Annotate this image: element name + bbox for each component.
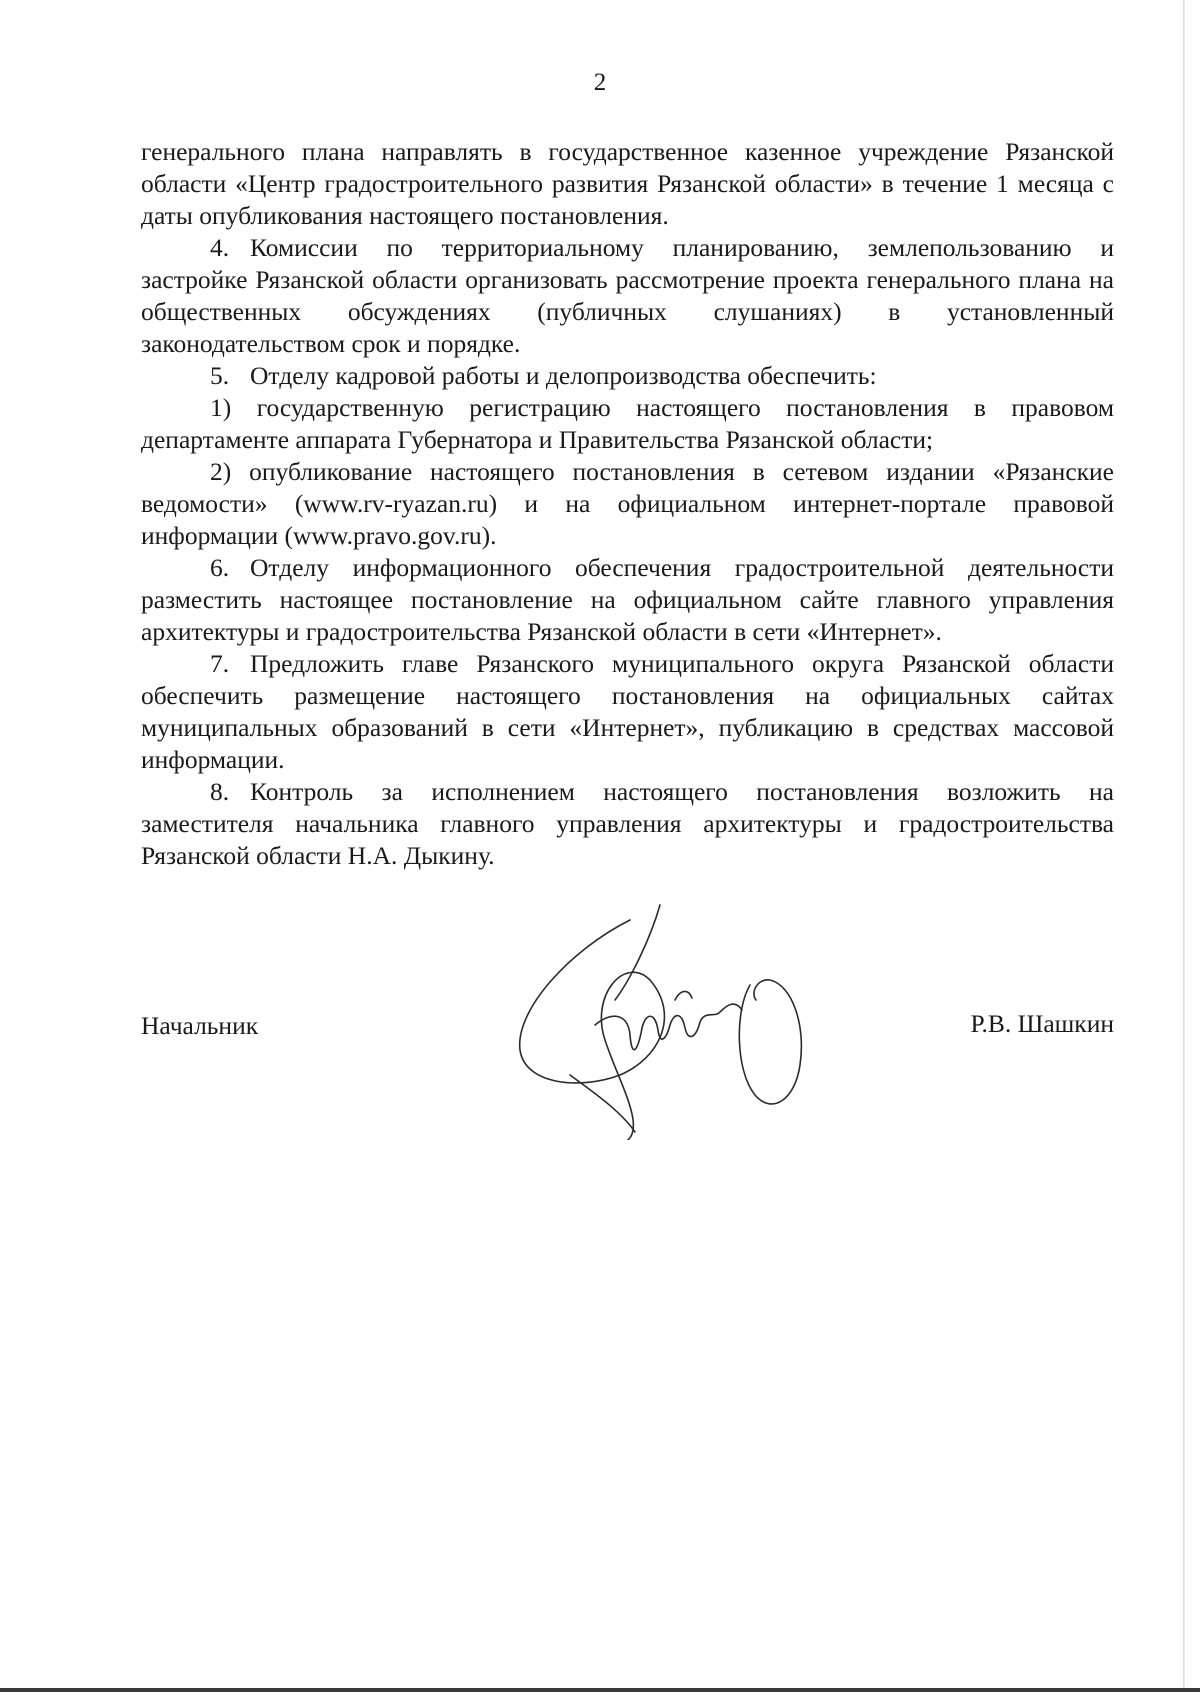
paragraph-item-8 bbox=[141, 776, 1114, 872]
paragraph-text: Контроль за исполнением настоящего постановления возложить на заместителя начальника главного управления архитектуры и градостроительства Рязанской области Н.А. Дыкину. bbox=[141, 777, 1114, 870]
signatory-name: Р.В. Шашкин bbox=[970, 1009, 1114, 1038]
paragraph-number: 7. bbox=[210, 649, 230, 678]
paragraph-text: Отделу информационного обеспечения градостроительной деятельности разместить настоящее постановление на официальном сайте главного управления архитектуры и градостроительства Рязанской области в сети «Интернет». bbox=[141, 553, 1114, 646]
paragraph-number: 4. bbox=[210, 233, 230, 262]
paragraph-text: 1) государственную регистрацию настоящего постановления в правовом департаменте аппарата Губернатора и Правительства Рязанской области; bbox=[141, 393, 1114, 454]
paragraph-number: 6. bbox=[210, 553, 230, 582]
paragraph-subitem-2 bbox=[141, 456, 1114, 552]
paragraph-text: 2) опубликование настоящего постановления в сетевом издании «Рязанские ведомости» (www.rv-ryazan.ru) и на официальном интернет-портале правовой информации (www.pravo.gov.ru). bbox=[141, 457, 1114, 550]
paragraph-text: Отделу кадровой работы и делопроизводства обеспечить: bbox=[250, 361, 877, 390]
page-number: 2 bbox=[593, 69, 607, 96]
paragraph-number: 5. bbox=[210, 361, 230, 390]
scan-page-edge-bottom bbox=[0, 1688, 1200, 1692]
signature-block bbox=[141, 1010, 1114, 1050]
paragraph-text: Предложить главе Рязанского муниципального округа Рязанской области обеспечить размещение настоящего постановления на официальных сайтах муниципальных образований в сети «Интернет», публикацию в средствах массовой информации. bbox=[141, 649, 1114, 774]
paragraph-subitem-1 bbox=[141, 392, 1114, 456]
scan-page-edge-right bbox=[1183, 0, 1185, 1690]
paragraph-item-4 bbox=[141, 232, 1114, 360]
paragraph-item-5 bbox=[141, 360, 1114, 392]
paragraph-item-6 bbox=[141, 552, 1114, 648]
paragraph-text: Комиссии по территориальному планированию, землепользованию и застройке Рязанской области организовать рассмотрение проекта генерального плана на общественных обсуждениях (публичных слушаниях) в установленный законодательством срок и порядке. bbox=[141, 233, 1114, 358]
paragraph-number: 8. bbox=[210, 777, 230, 806]
paragraph-item-7 bbox=[141, 648, 1114, 776]
paragraph-continuation bbox=[141, 136, 1114, 232]
document-body bbox=[141, 136, 1114, 872]
signatory-title: Начальник bbox=[141, 1011, 259, 1040]
paragraph-text: генерального плана направлять в государственное казенное учреждение Рязанской области «Центр градостроительного развития Рязанской области» в течение 1 месяца с даты опубликования настоящего постановления. bbox=[141, 137, 1114, 230]
